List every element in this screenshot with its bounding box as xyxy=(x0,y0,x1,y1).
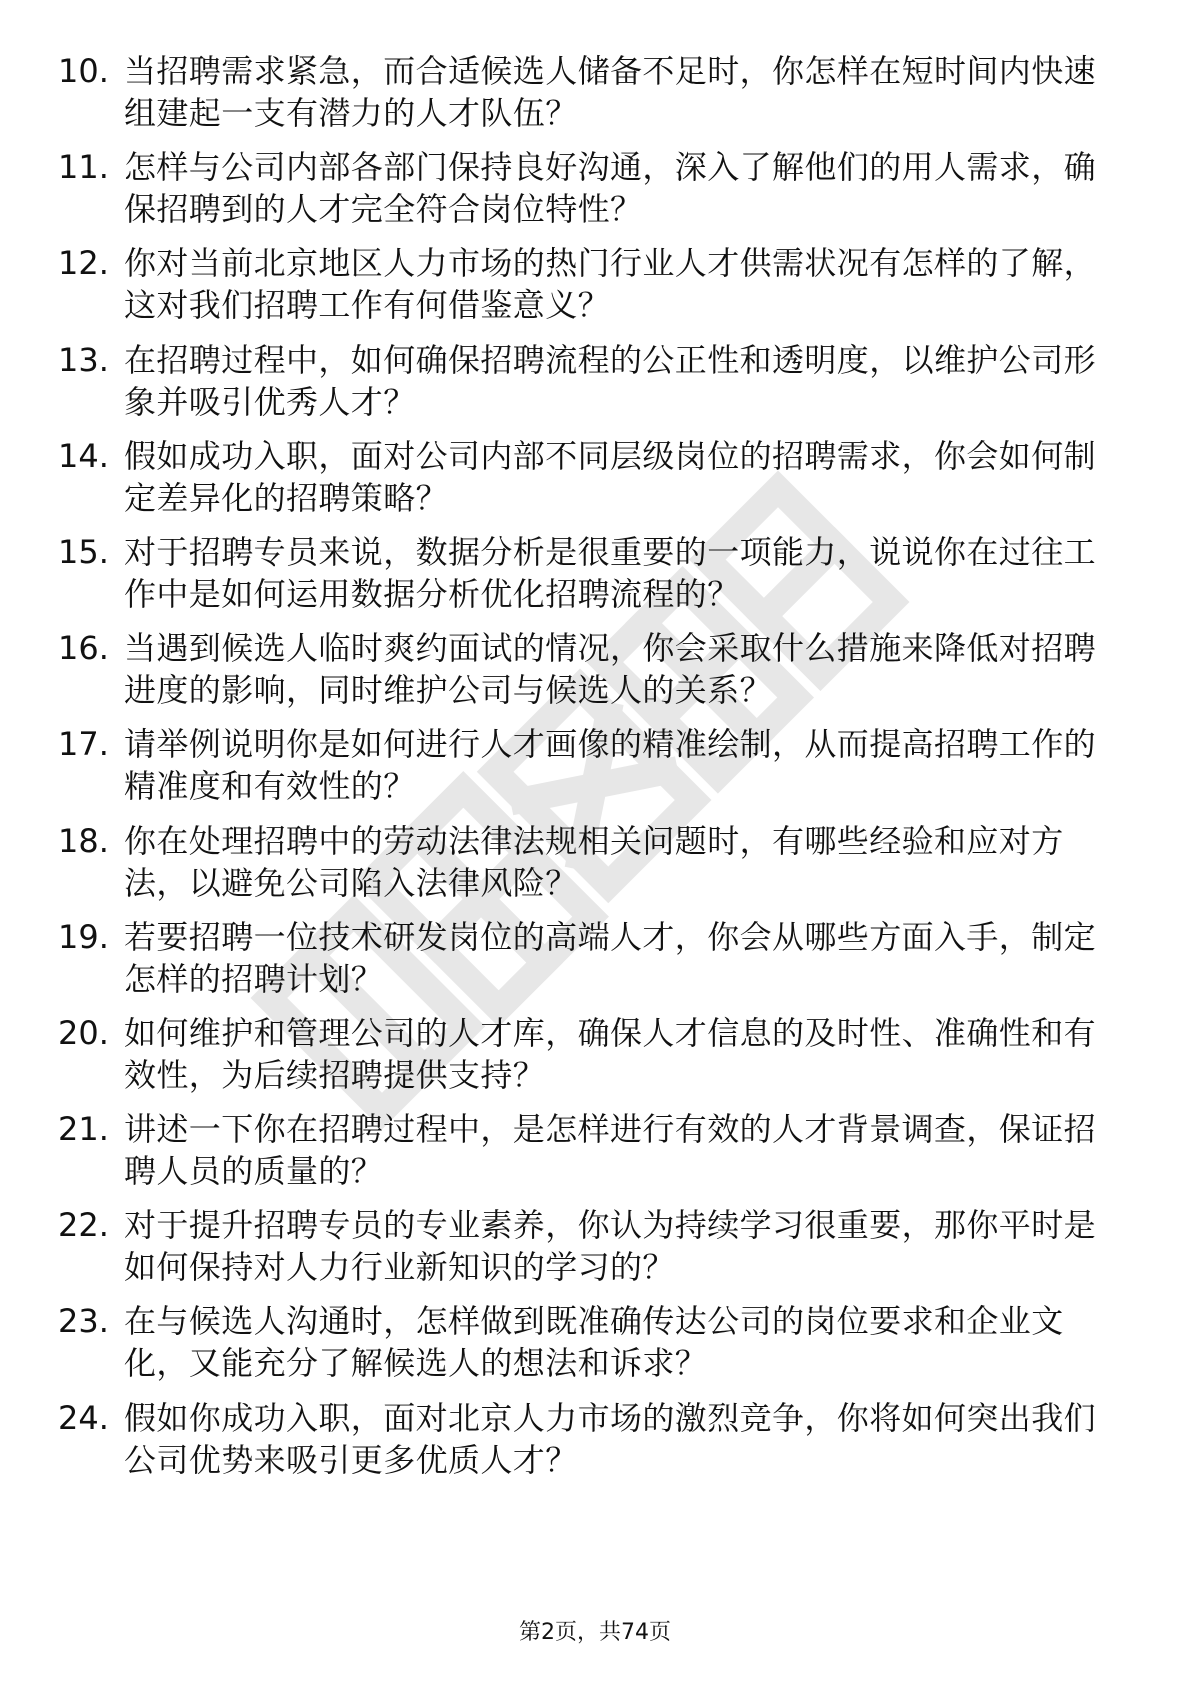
question-number: 19. xyxy=(58,917,109,956)
question-item xyxy=(58,1204,1118,1300)
page-footer: 第2页，共74页 xyxy=(519,1620,671,1645)
question-text: 当遇到候选人临时爽约面试的情况，你会采取什么措施来降低对招聘进度的影响，同时维护公司与候选人的关系？ xyxy=(124,629,1097,710)
question-number: 16. xyxy=(58,629,109,668)
question-number: 15. xyxy=(58,532,109,571)
question-item xyxy=(58,242,1118,338)
question-number: 14. xyxy=(58,436,109,475)
question-number: 24. xyxy=(58,1398,109,1437)
question-number: 10. xyxy=(58,52,109,90)
question-item xyxy=(58,531,1118,627)
question-list xyxy=(58,50,1118,1493)
question-number: 11. xyxy=(58,148,109,187)
question-item xyxy=(58,1012,1118,1108)
question-item xyxy=(58,50,1118,146)
question-text: 请举例说明你是如何进行人才画像的精准绘制，从而提高招聘工作的精准度和有效性的？ xyxy=(124,725,1097,806)
question-number: 13. xyxy=(58,340,109,379)
question-item xyxy=(58,339,1118,435)
question-text: 你对当前北京地区人力市场的热门行业人才供需状况有怎样的了解，这对我们招聘工作有何借鉴意义？ xyxy=(124,244,1097,325)
question-text: 对于招聘专员来说，数据分析是很重要的一项能力，说说你在过往工作中是如何运用数据分析优化招聘流程的？ xyxy=(124,532,1097,613)
question-item xyxy=(58,1397,1118,1493)
question-text: 若要招聘一位技术研发岗位的高端人才，你会从哪些方面入手，制定怎样的招聘计划？ xyxy=(124,917,1097,998)
question-number: 22. xyxy=(58,1206,109,1245)
question-text: 如何维护和管理公司的人才库，确保人才信息的及时性、准确性和有效性，为后续招聘提供支持？ xyxy=(124,1013,1097,1094)
question-text: 对于提升招聘专员的专业素养，你认为持续学习很重要，那你平时是如何保持对人力行业新知识的学习的？ xyxy=(124,1206,1097,1287)
question-number: 17. xyxy=(58,725,109,764)
question-number: 21. xyxy=(58,1110,109,1149)
question-item xyxy=(58,146,1118,242)
question-item xyxy=(58,820,1118,916)
question-item xyxy=(58,1300,1118,1396)
question-text: 在招聘过程中，如何确保招聘流程的公正性和透明度，以维护公司形象并吸引优秀人才？ xyxy=(124,340,1097,421)
question-text: 在与候选人沟通时，怎样做到既准确传达公司的岗位要求和企业文化，又能充分了解候选人的想法和诉求？ xyxy=(124,1302,1064,1383)
question-text: 假如你成功入职，面对北京人力市场的激烈竞争，你将如何突出我们公司优势来吸引更多优质人才？ xyxy=(124,1398,1097,1479)
question-item xyxy=(58,1108,1118,1204)
question-item xyxy=(58,627,1118,723)
question-number: 20. xyxy=(58,1013,109,1052)
question-text: 讲述一下你在招聘过程中，是怎样进行有效的人才背景调查，保证招聘人员的质量的？ xyxy=(124,1110,1097,1191)
question-number: 23. xyxy=(58,1302,109,1341)
question-number: 18. xyxy=(58,821,109,860)
question-item xyxy=(58,916,1118,1012)
question-text: 当招聘需求紧急，而合适候选人储备不足时，你怎样在短时间内快速组建起一支有潜力的人才队伍？ xyxy=(124,52,1097,132)
question-number: 12. xyxy=(58,244,109,283)
question-text: 你在处理招聘中的劳动法律法规相关问题时，有哪些经验和应对方法，以避免公司陷入法律风险？ xyxy=(124,821,1064,902)
question-item xyxy=(58,435,1118,531)
question-text: 怎样与公司内部各部门保持良好沟通，深入了解他们的用人需求，确保招聘到的人才完全符合岗位特性？ xyxy=(124,148,1097,229)
question-item xyxy=(58,723,1118,819)
question-text: 假如成功入职，面对公司内部不同层级岗位的招聘需求，你会如何制定差异化的招聘策略？ xyxy=(124,436,1097,517)
